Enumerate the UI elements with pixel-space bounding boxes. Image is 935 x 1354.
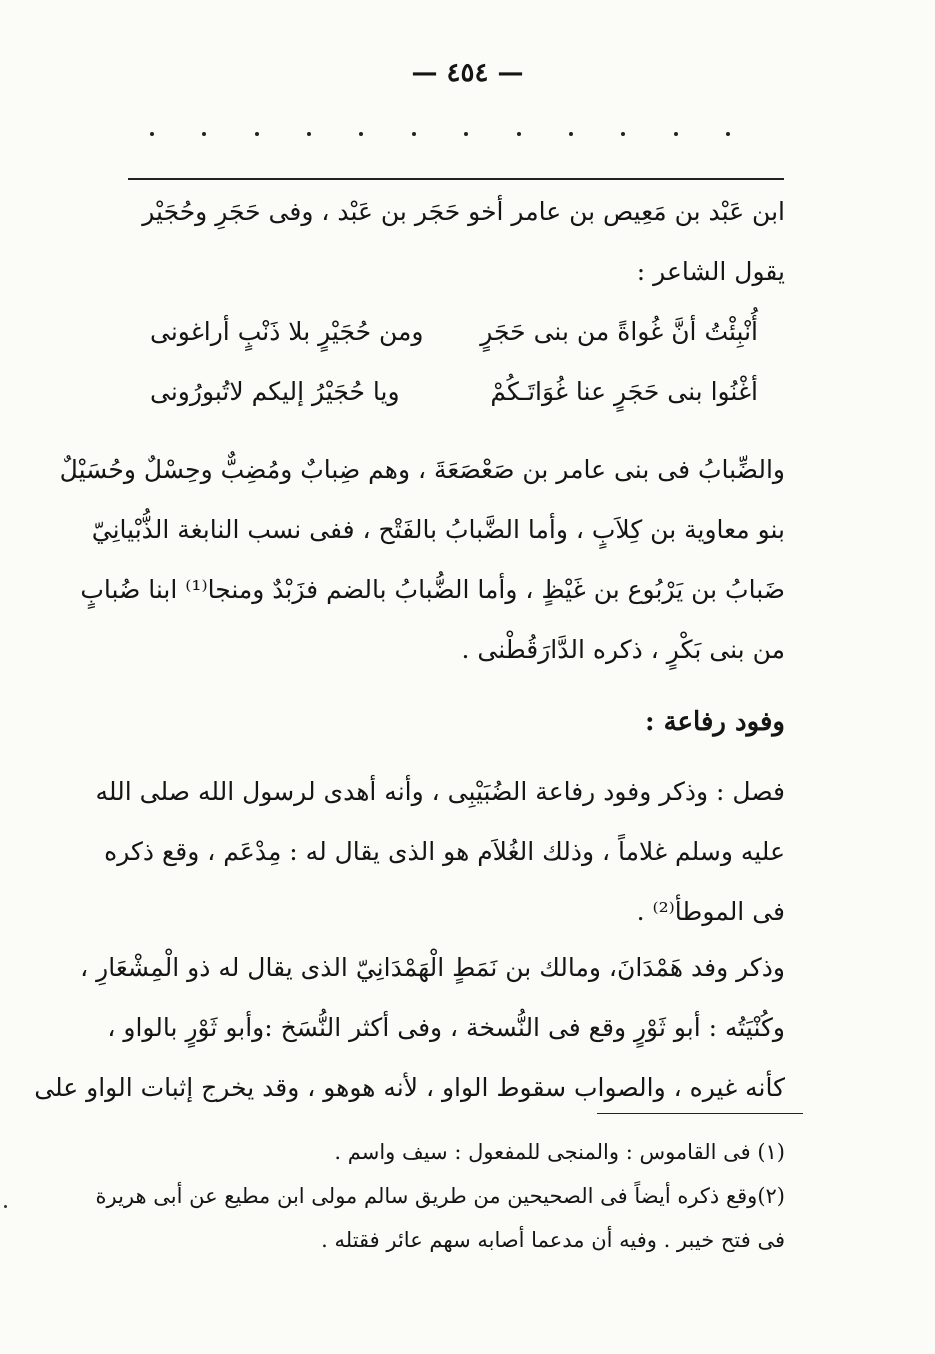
dot xyxy=(150,132,154,136)
footnote: فى فتح خيبر . وفيه أن مدعما أصابه سهم عائر فقتله . xyxy=(321,1228,785,1252)
text-line: من بنى بَكْرٍ ، ذكره الدَّارَقُطْنى . xyxy=(461,635,785,664)
text-line: والضِّبابُ فى بنى عامر بن صَعْصَعَةَ ، وهم ضِبابٌ ومُضِبٌّ وحِسْلٌ وحُسَيْلٌ xyxy=(59,455,785,484)
text-line: ضَبابُ بن يَرْبُوع بن غَيْظٍ ، وأما الضُّبابُ بالضم فزَبْدٌ ومنجا⁽¹⁾ ابنا ضُبابٍ xyxy=(80,575,785,604)
text-line: فى الموطأ⁽²⁾ . xyxy=(636,897,785,926)
verse-line xyxy=(150,362,758,422)
dot xyxy=(202,132,206,136)
text-line: وكُنْيَتُه : أبو ثَوْرٍ وقع فى النُّسخة ، وفى أكثر النُّسَخ :وأبو ثَوْرٍ بالواو ، xyxy=(107,1013,785,1042)
dot xyxy=(517,132,521,136)
dot xyxy=(569,132,573,136)
footnotes xyxy=(95,1130,785,1262)
verse-first-hemistich: أُنْبِئْتُ أنَّ غُواةً من بنى حَجَرٍ xyxy=(480,317,758,346)
paragraph-dibab xyxy=(59,440,785,680)
text-line: وذكر وفد هَمْدَانَ، ومالك بن نَمَطٍ الْهَمْدَانِيّ الذى يقال له ذو الْمِشْعَارِ ، xyxy=(80,953,785,982)
text-line: يقول الشاعر : xyxy=(636,257,785,286)
section-heading-container xyxy=(120,692,785,752)
verse-second-hemistich: ومن حُجَيْرٍ بلا ذَنْبٍ أراغونى xyxy=(150,317,424,346)
verse-second-hemistich: ويا حُجَيْرُ إليكم لاتُبورُونى xyxy=(150,377,400,406)
text-line: عليه وسلم غلاماً ، وذلك الغُلاَم هو الذى يقال له : مِدْعَم ، وقع ذكره xyxy=(104,837,785,866)
section-heading: وفود رفاعة : xyxy=(644,707,785,737)
paragraph-rifaa xyxy=(95,762,785,942)
verse-line xyxy=(150,302,758,362)
scan-speck xyxy=(4,1205,7,1208)
dot xyxy=(359,132,363,136)
text-line: ابن عَبْد بن مَعِيص بن عامر أخو حَجَر بن عَبْد ، وفى حَجَرِ وحُجَيْر xyxy=(142,197,785,226)
page-number: — ٤٥٤ — xyxy=(411,58,524,88)
dot xyxy=(726,132,730,136)
dot xyxy=(621,132,625,136)
footnote: (١) فى القاموس : والمنجى للمفعول : سيف واسم . xyxy=(334,1140,785,1164)
footnote-rule xyxy=(597,1113,803,1114)
dot xyxy=(674,132,678,136)
paragraph-hamdan xyxy=(34,938,785,1118)
dot xyxy=(464,132,468,136)
text-line: كأنه غيره ، والصواب سقوط الواو ، لأنه هوهو ، وقد يخرج إثبات الواو على xyxy=(34,1073,785,1102)
header-rule xyxy=(128,178,784,180)
footnote: (٢)وقع ذكره أيضاً فى الصحيحين من طريق سالم مولى ابن مطيع عن أبى هريرة xyxy=(95,1184,785,1208)
dot xyxy=(307,132,311,136)
poem-verses xyxy=(150,302,758,422)
dot xyxy=(412,132,416,136)
verse-first-hemistich: أغْنُوا بنى حَجَرٍ عنا غُوَاتَـكُمْ xyxy=(490,377,758,406)
ornament-dots xyxy=(150,132,730,136)
text-line: بنو معاوية بن كِلاَبٍ ، وأما الضَّبابُ بالفَتْح ، ففى نسب النابغة الذُّبْيانِيّ xyxy=(91,515,785,544)
intro-text xyxy=(120,182,785,302)
dot xyxy=(255,132,259,136)
text-line: فصل : وذكر وفود رفاعة الضُبَيْبِى ، وأنه أهدى لرسول الله صلى الله xyxy=(95,777,785,806)
